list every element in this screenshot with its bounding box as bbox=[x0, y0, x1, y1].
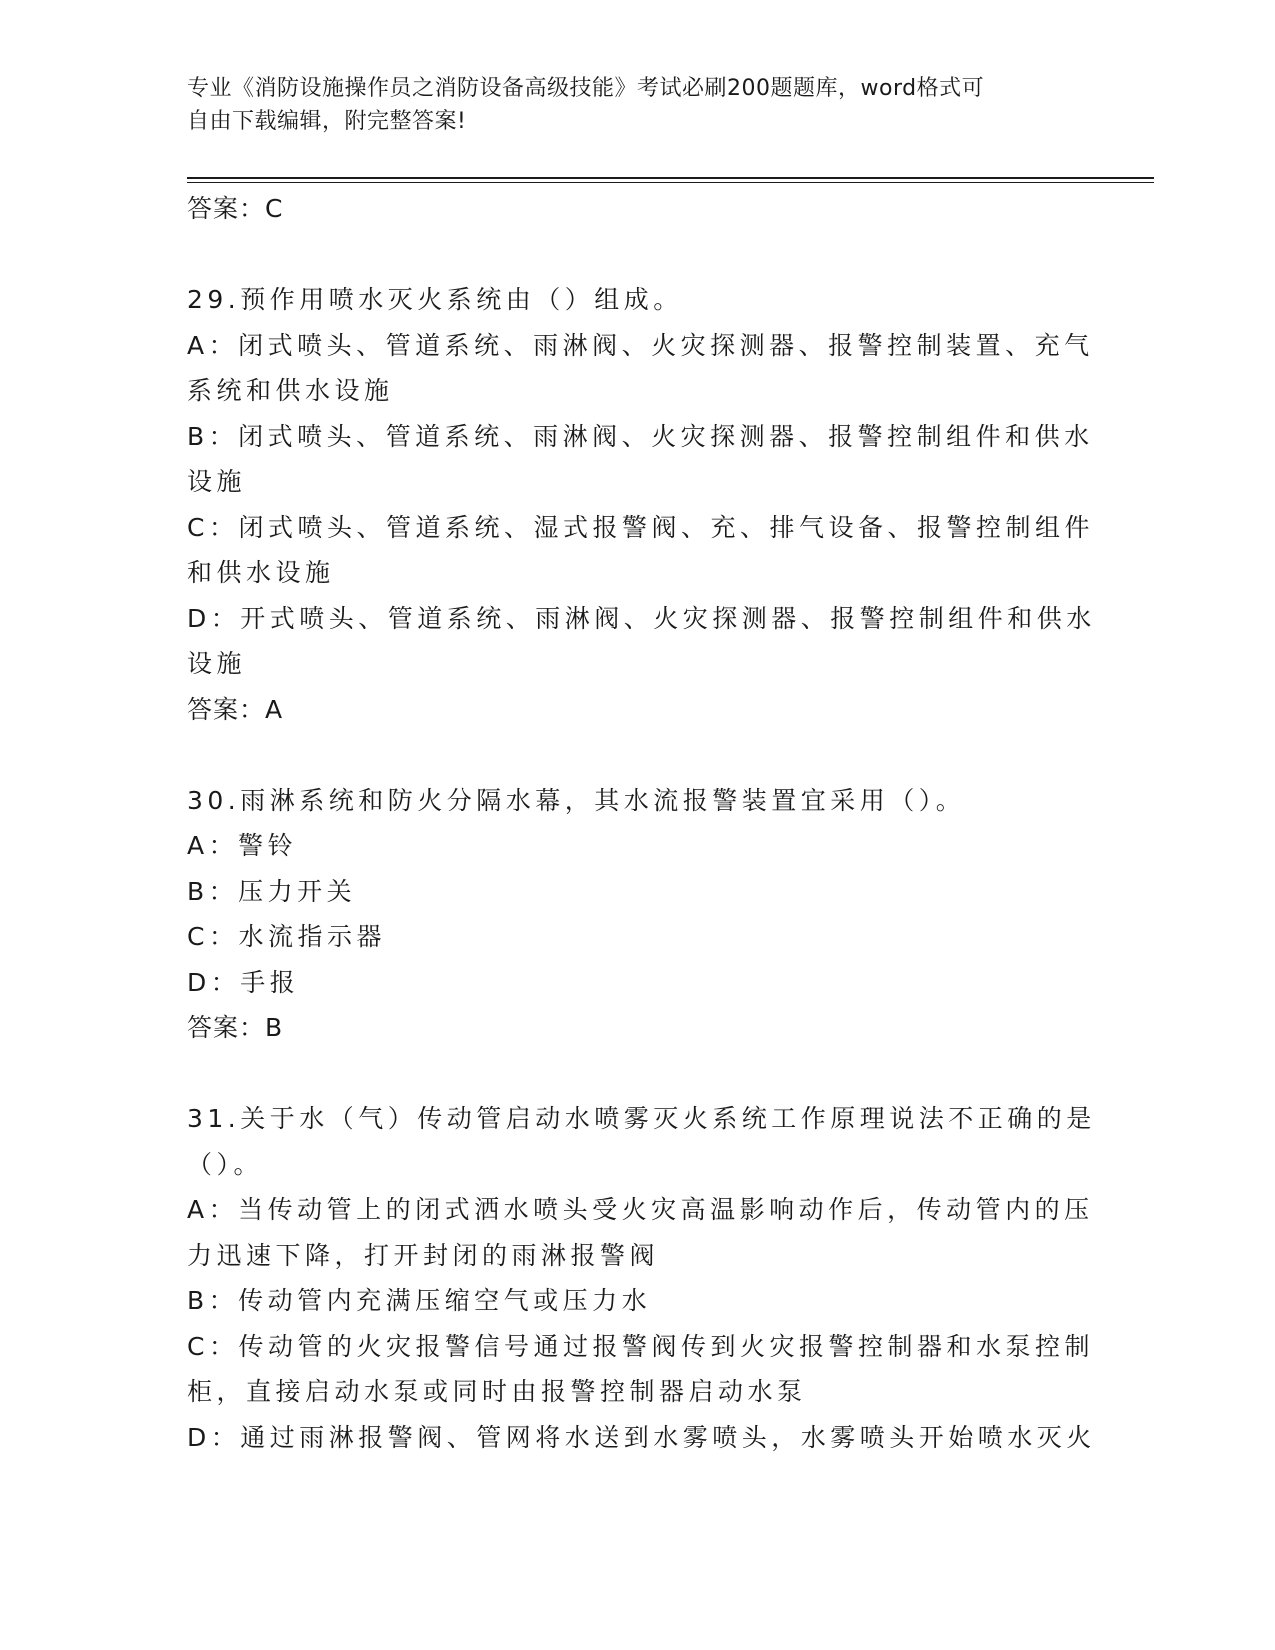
header-divider-thin bbox=[187, 182, 1154, 183]
question-30 bbox=[187, 778, 1067, 1051]
question-29 bbox=[187, 277, 1096, 732]
option-b: B：传动管内充满压缩空气或压力水 bbox=[187, 1286, 652, 1315]
option-d: D：手报 bbox=[187, 967, 300, 997]
spacer bbox=[187, 1051, 1067, 1097]
option-a: A：闭式喷头、管道系统、雨淋阀、火灾探测器、报警控制装置、充气 bbox=[187, 330, 1094, 360]
header-line-1: 专业《消防设施操作员之消防设备高级技能》考试必刷200题题库，word格式可 bbox=[187, 76, 985, 101]
question-stem: 31.关于水（气）传动管启动水喷雾灭火系统工作原理说法不正确的是 bbox=[187, 1104, 1096, 1133]
spacer bbox=[187, 232, 1067, 278]
option-c: C：水流指示器 bbox=[187, 922, 386, 951]
option-a: A：当传动管上的闭式洒水喷头受火灾高温影响动作后，传动管内的压 bbox=[187, 1195, 1094, 1224]
answer-q29: 答案：A bbox=[187, 694, 284, 724]
option-d-cont: 设施 bbox=[187, 649, 247, 678]
spacer bbox=[187, 732, 1067, 778]
question-stem: 30.雨淋系统和防火分隔水幕，其水流报警装置宜采用（）。 bbox=[187, 785, 966, 815]
question-content bbox=[187, 186, 1096, 1460]
question-31 bbox=[187, 1096, 1096, 1460]
header-divider bbox=[187, 177, 1154, 179]
option-b-cont: 设施 bbox=[187, 467, 247, 496]
answer-q28: 答案：C bbox=[187, 194, 284, 223]
answer-q30: 答案：B bbox=[187, 1013, 284, 1042]
option-a: A：警铃 bbox=[187, 831, 298, 860]
option-d: D：通过雨淋报警阀、管网将水送到水雾喷头，水雾喷头开始喷水灭火 bbox=[187, 1422, 1096, 1452]
option-c: C：闭式喷头、管道系统、湿式报警阀、充、排气设备、报警控制组件 bbox=[187, 512, 1094, 542]
option-a-cont: 力迅速下降，打开封闭的雨淋报警阀 bbox=[187, 1240, 660, 1270]
option-b: B：压力开关 bbox=[187, 876, 357, 906]
question-stem: 29.预作用喷水灭火系统由（）组成。 bbox=[187, 285, 683, 314]
option-c: C：传动管的火灾报警信号通过报警阀传到火灾报警控制器和水泵控制 bbox=[187, 1331, 1094, 1361]
page-header bbox=[187, 72, 1067, 138]
option-a-cont: 系统和供水设施 bbox=[187, 376, 394, 405]
header-line-2: 自由下载编辑，附完整答案! bbox=[187, 109, 467, 134]
question-stem-cont: （）。 bbox=[187, 1149, 264, 1179]
option-b: B：闭式喷头、管道系统、雨淋阀、火灾探测器、报警控制组件和供水 bbox=[187, 421, 1094, 451]
option-c-cont: 和供水设施 bbox=[187, 558, 335, 587]
option-c-cont: 柜，直接启动水泵或同时由报警控制器启动水泵 bbox=[187, 1377, 807, 1406]
option-d: D：开式喷头、管道系统、雨淋阀、火灾探测器、报警控制组件和供水 bbox=[187, 603, 1096, 633]
